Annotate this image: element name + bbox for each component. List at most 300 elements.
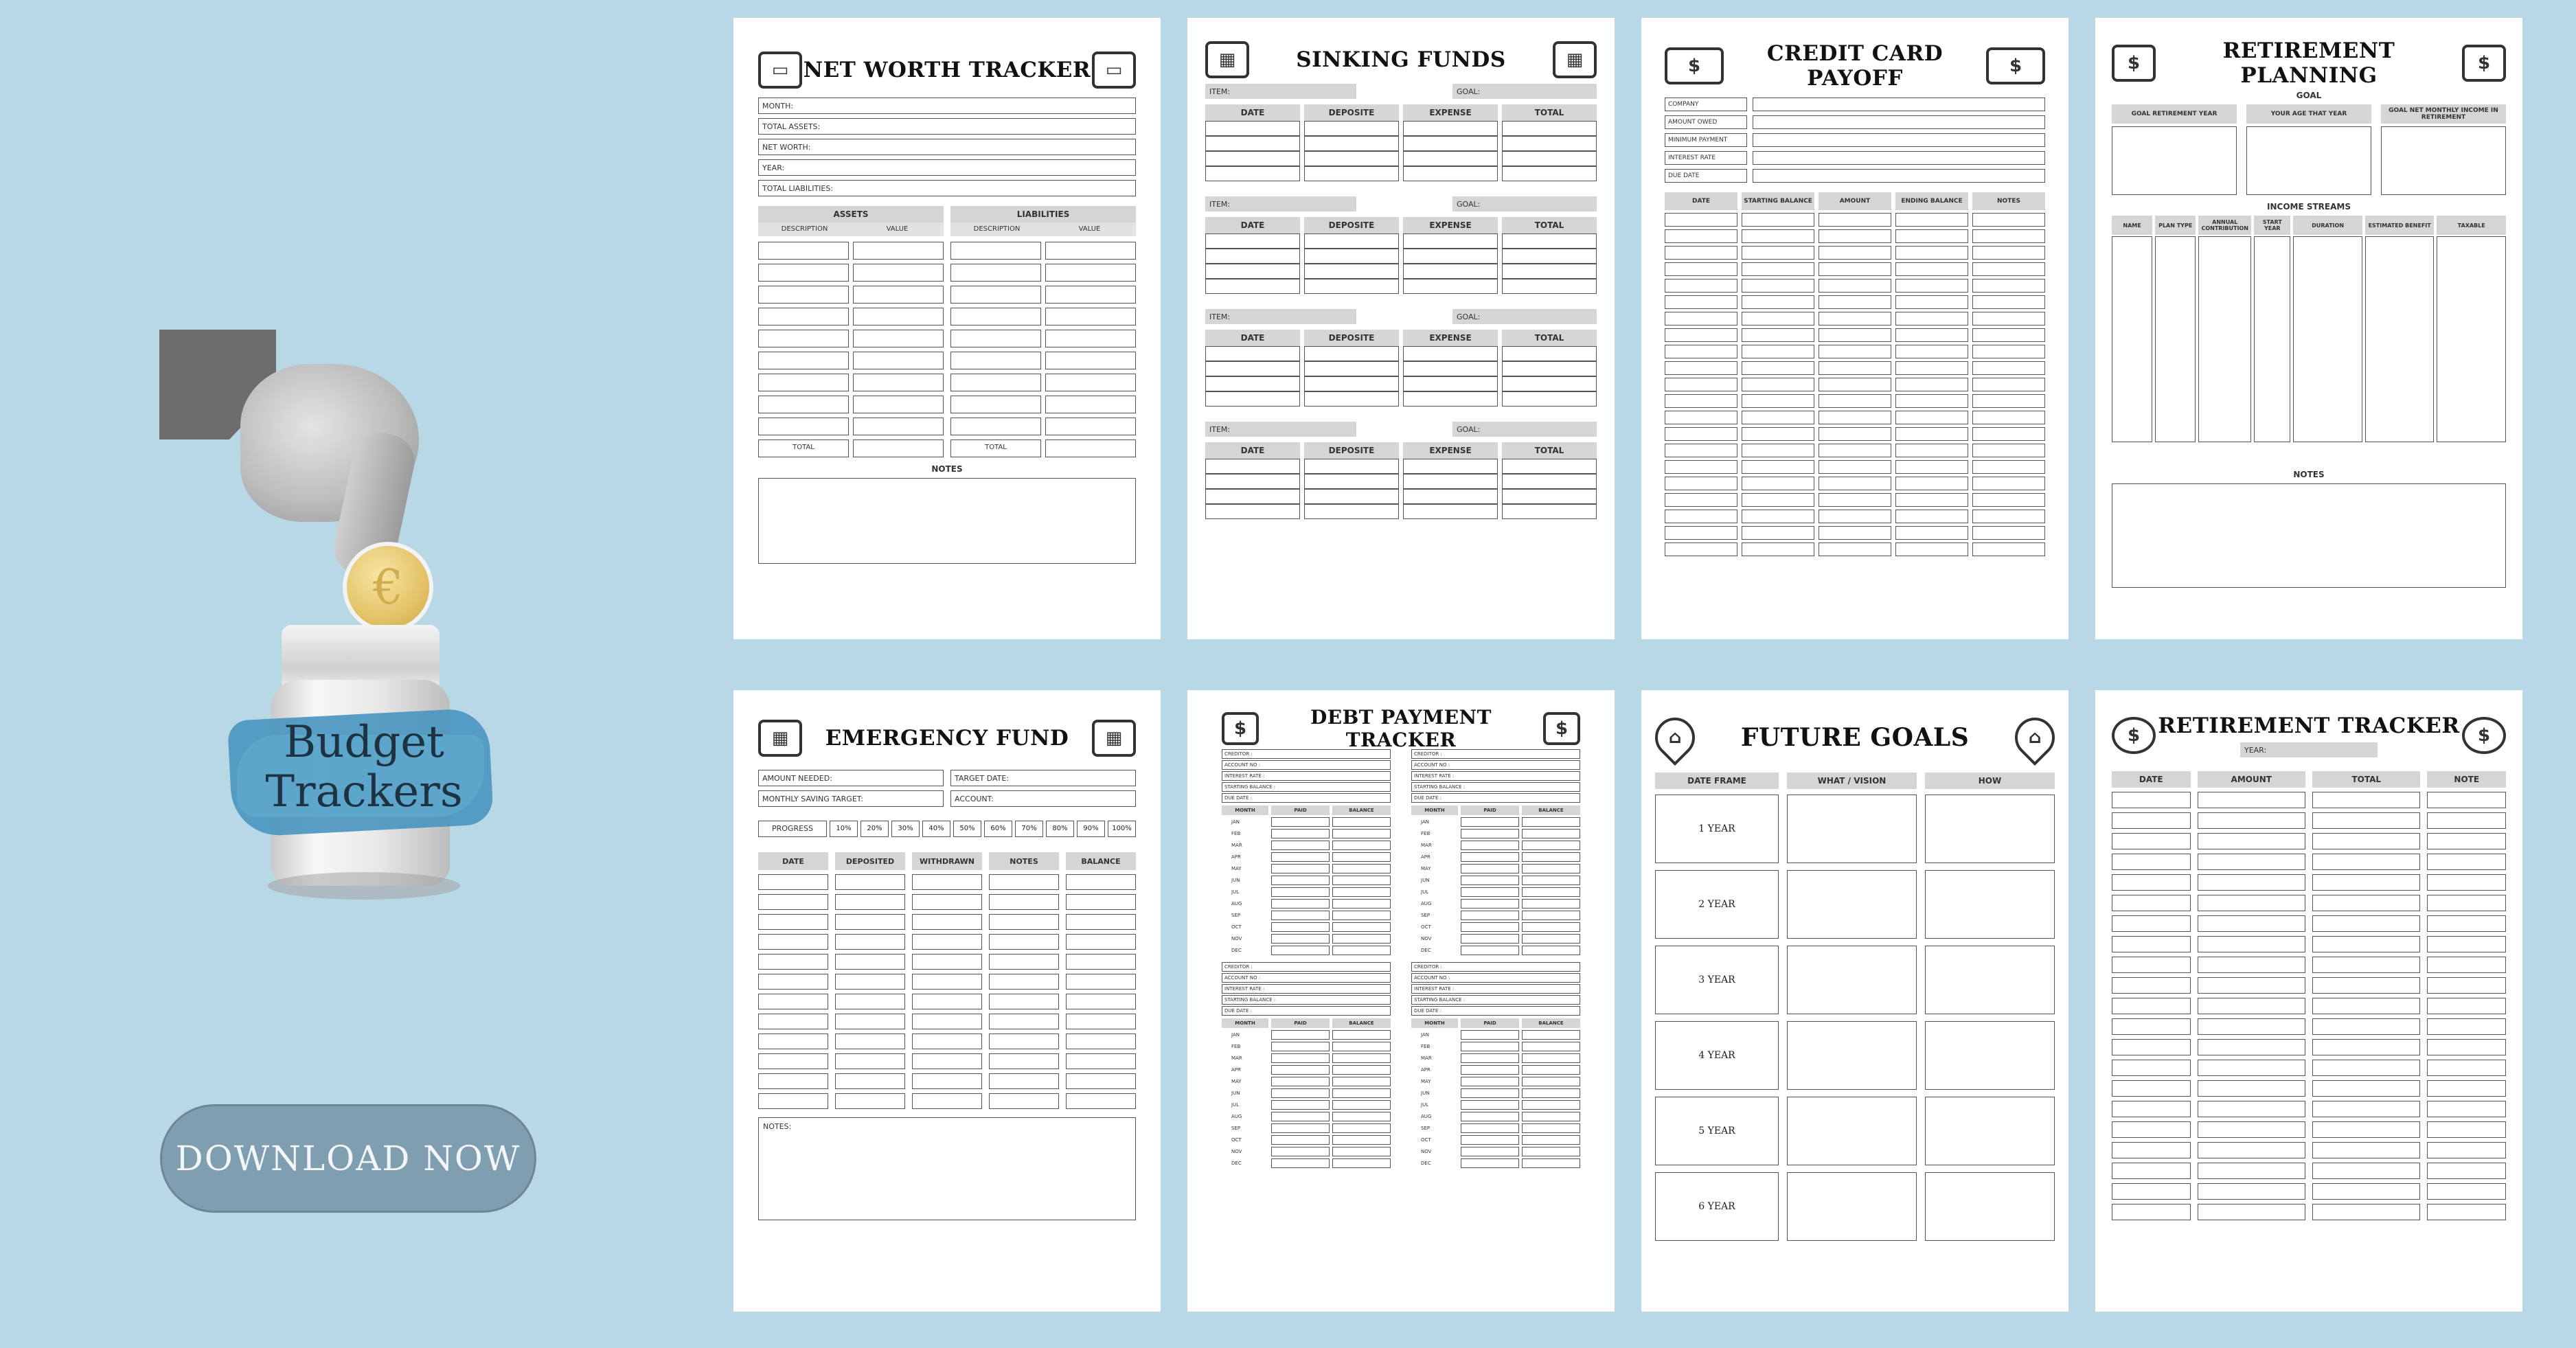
table-cell[interactable] [1742,460,1814,474]
table-cell[interactable] [2312,1163,2420,1179]
debt-cell[interactable] [1271,852,1330,862]
table-cell[interactable] [1819,229,1891,243]
table-cell[interactable] [2427,1183,2506,1200]
table-cell[interactable] [835,1093,905,1109]
table-cell[interactable] [2198,977,2305,994]
table-cell[interactable] [1819,246,1891,260]
table-cell[interactable] [2312,1060,2420,1076]
value-cell[interactable] [853,418,944,435]
value-cell[interactable] [1045,264,1136,282]
table-cell[interactable] [1819,213,1891,227]
debt-info-field[interactable]: STARTING BALANCE : [1222,995,1391,1005]
table-cell[interactable] [1304,151,1399,166]
table-cell[interactable] [989,1033,1059,1049]
table-cell[interactable] [1742,411,1814,424]
table-cell[interactable] [1502,346,1597,361]
debt-info-field[interactable]: INTEREST RATE : [1222,984,1391,994]
debt-cell[interactable] [1332,899,1391,909]
table-cell[interactable] [835,954,905,970]
table-cell[interactable] [1205,361,1300,376]
table-cell[interactable] [2198,812,2305,829]
table-cell[interactable] [1304,233,1399,249]
table-cell[interactable] [2112,812,2191,829]
debt-cell[interactable] [1271,887,1330,897]
table-cell[interactable] [1403,474,1498,489]
table-cell[interactable] [1742,378,1814,391]
table-cell[interactable] [1665,394,1737,408]
debt-cell[interactable] [1461,887,1519,897]
debt-cell[interactable] [1461,1123,1519,1133]
table-cell[interactable] [2112,1183,2191,1200]
table-cell[interactable] [2312,833,2420,849]
table-cell[interactable] [2427,895,2506,911]
debt-info-field[interactable]: CREDITOR : [1411,749,1580,759]
table-cell[interactable] [758,994,828,1009]
debt-cell[interactable] [1332,1053,1391,1063]
debt-cell[interactable] [1522,1123,1580,1133]
table-cell[interactable] [2427,957,2506,973]
table-cell[interactable] [1205,166,1300,181]
table-cell[interactable] [1205,279,1300,294]
table-cell[interactable] [1205,504,1300,519]
table-cell[interactable] [1502,376,1597,391]
table-cell[interactable] [912,974,982,990]
table-cell[interactable] [835,1073,905,1089]
table-cell[interactable] [912,874,982,890]
vision-box[interactable] [1787,1021,1917,1090]
table-cell[interactable] [2312,1039,2420,1055]
table-cell[interactable] [1742,229,1814,243]
debt-cell[interactable] [1461,1112,1519,1121]
table-cell[interactable] [2112,1101,2191,1117]
table-cell[interactable] [1665,328,1737,342]
description-cell[interactable] [758,308,849,325]
table-cell[interactable] [1665,477,1737,490]
table-cell[interactable] [835,1014,905,1029]
debt-cell[interactable] [1522,852,1580,862]
table-cell[interactable] [1502,504,1597,519]
description-cell[interactable] [950,352,1041,369]
table-cell[interactable] [2112,895,2191,911]
table-cell[interactable] [835,974,905,990]
table-cell[interactable] [1403,391,1498,407]
table-cell[interactable] [1972,510,2045,523]
table-cell[interactable] [1742,361,1814,375]
table-cell[interactable] [1066,994,1136,1009]
notes-box[interactable] [2112,483,2506,588]
vision-box[interactable] [1787,1097,1917,1165]
debt-cell[interactable] [1522,934,1580,944]
table-cell[interactable] [1665,542,1737,556]
table-cell[interactable] [1403,121,1498,136]
table-cell[interactable] [1819,444,1891,457]
table-cell[interactable] [1895,229,1968,243]
table-cell[interactable] [989,1053,1059,1069]
table-cell[interactable] [758,954,828,970]
table-cell[interactable] [1895,542,1968,556]
debt-cell[interactable] [1332,1147,1391,1156]
table-cell[interactable] [2312,854,2420,870]
table-cell[interactable] [758,914,828,930]
table-cell[interactable] [1665,444,1737,457]
debt-info-field[interactable]: CREDITOR : [1222,749,1391,759]
table-cell[interactable] [912,934,982,950]
credit-card-field-value[interactable] [1753,169,2045,183]
debt-cell[interactable] [1461,1065,1519,1075]
description-cell[interactable] [758,418,849,435]
table-cell[interactable] [1819,542,1891,556]
description-cell[interactable] [758,374,849,391]
progress-step[interactable]: 80% [1046,821,1074,837]
debt-cell[interactable] [1522,1135,1580,1145]
value-cell[interactable] [1045,286,1136,304]
table-cell[interactable] [1665,526,1737,540]
net-worth-field[interactable]: TOTAL ASSETS: [758,118,1136,135]
debt-cell[interactable] [1271,1088,1330,1098]
value-cell[interactable] [853,330,944,347]
table-cell[interactable] [1742,427,1814,441]
debt-info-field[interactable]: CREDITOR : [1222,962,1391,972]
table-cell[interactable] [1304,279,1399,294]
table-cell[interactable] [2427,1204,2506,1220]
table-cell[interactable] [1742,526,1814,540]
account-field[interactable]: ACCOUNT: [950,790,1136,807]
description-cell[interactable] [758,242,849,260]
value-cell[interactable] [1045,374,1136,391]
table-cell[interactable] [2427,1018,2506,1035]
table-cell[interactable] [912,1093,982,1109]
table-cell[interactable] [1972,427,2045,441]
table-cell[interactable] [2312,998,2420,1014]
table-cell[interactable] [1972,542,2045,556]
table-cell[interactable] [835,994,905,1009]
table-cell[interactable] [2112,1080,2191,1097]
goal-field[interactable]: GOAL: [1452,422,1597,437]
table-cell[interactable] [1304,121,1399,136]
table-cell[interactable] [2112,915,2191,932]
vision-box[interactable] [1787,1172,1917,1241]
table-cell[interactable] [2427,874,2506,891]
value-cell[interactable] [1045,330,1136,347]
table-cell[interactable] [1895,526,1968,540]
table-cell[interactable] [2112,1142,2191,1158]
how-box[interactable] [1925,1021,2055,1090]
table-cell[interactable] [2198,874,2305,891]
table-cell[interactable] [1819,411,1891,424]
goal-field[interactable]: GOAL: [1452,196,1597,212]
table-cell[interactable] [1895,477,1968,490]
table-cell[interactable] [1665,229,1737,243]
description-cell[interactable] [950,286,1041,304]
debt-info-field[interactable]: STARTING BALANCE : [1411,782,1580,792]
debt-cell[interactable] [1271,829,1330,838]
table-cell[interactable] [1403,151,1498,166]
table-cell[interactable] [2198,1060,2305,1076]
table-cell[interactable] [1304,361,1399,376]
debt-info-field[interactable]: STARTING BALANCE : [1411,995,1580,1005]
item-field[interactable]: ITEM: [1205,309,1356,324]
debt-info-field[interactable]: ACCOUNT NO : [1411,760,1580,770]
net-worth-field[interactable]: NET WORTH: [758,139,1136,155]
table-cell[interactable] [1972,411,2045,424]
table-cell[interactable] [1066,1014,1136,1029]
year-field[interactable]: YEAR: [2240,742,2378,757]
table-cell[interactable] [2312,1142,2420,1158]
table-cell[interactable] [1972,345,2045,358]
table-cell[interactable] [1972,526,2045,540]
debt-cell[interactable] [1332,1042,1391,1051]
table-cell[interactable] [1665,312,1737,325]
table-cell[interactable] [1742,345,1814,358]
debt-cell[interactable] [1461,934,1519,944]
vision-box[interactable] [1787,795,1917,863]
debt-cell[interactable] [1332,934,1391,944]
debt-cell[interactable] [1332,864,1391,873]
table-cell[interactable] [758,1053,828,1069]
how-box[interactable] [1925,795,2055,863]
table-cell[interactable] [1502,474,1597,489]
debt-cell[interactable] [1271,1135,1330,1145]
table-cell[interactable] [2198,1163,2305,1179]
progress-step[interactable]: 40% [922,821,950,837]
item-field[interactable]: ITEM: [1205,84,1356,99]
debt-cell[interactable] [1461,841,1519,850]
net-worth-field[interactable]: YEAR: [758,159,1136,176]
debt-cell[interactable] [1271,922,1330,932]
debt-info-field[interactable]: ACCOUNT NO : [1222,760,1391,770]
value-cell[interactable] [1045,352,1136,369]
table-cell[interactable] [2198,915,2305,932]
description-cell[interactable] [950,396,1041,413]
progress-step[interactable]: 100% [1108,821,1136,837]
debt-cell[interactable] [1461,1088,1519,1098]
table-cell[interactable] [1742,279,1814,293]
table-cell[interactable] [2112,936,2191,952]
debt-info-field[interactable]: DUE DATE : [1222,1006,1391,1016]
debt-cell[interactable] [1332,1112,1391,1121]
value-cell[interactable] [853,396,944,413]
table-cell[interactable] [2198,1121,2305,1138]
debt-cell[interactable] [1332,1135,1391,1145]
table-cell[interactable] [1403,233,1498,249]
table-cell[interactable] [2312,874,2420,891]
table-cell[interactable] [1895,361,1968,375]
income-column-box[interactable] [2437,236,2506,442]
table-cell[interactable] [1403,264,1498,279]
debt-cell[interactable] [1522,841,1580,850]
table-cell[interactable] [1502,136,1597,151]
debt-cell[interactable] [1271,841,1330,850]
debt-cell[interactable] [1522,1053,1580,1063]
description-cell[interactable] [950,242,1041,260]
income-column-box[interactable] [2155,236,2196,442]
table-cell[interactable] [1205,264,1300,279]
table-cell[interactable] [912,994,982,1009]
description-cell[interactable] [950,264,1041,282]
table-cell[interactable] [1403,376,1498,391]
table-cell[interactable] [1895,510,1968,523]
income-column-box[interactable] [2254,236,2290,442]
table-cell[interactable] [1304,136,1399,151]
goal-input-box[interactable] [2381,126,2506,195]
table-cell[interactable] [989,914,1059,930]
debt-cell[interactable] [1271,1123,1330,1133]
table-cell[interactable] [835,934,905,950]
table-cell[interactable] [1665,361,1737,375]
table-cell[interactable] [2198,1018,2305,1035]
debt-cell[interactable] [1522,1112,1580,1121]
table-cell[interactable] [2312,915,2420,932]
table-cell[interactable] [1895,312,1968,325]
table-cell[interactable] [1205,233,1300,249]
table-cell[interactable] [1742,213,1814,227]
table-cell[interactable] [1502,489,1597,504]
table-cell[interactable] [1665,411,1737,424]
debt-cell[interactable] [1271,817,1330,827]
debt-cell[interactable] [1522,876,1580,885]
table-cell[interactable] [912,954,982,970]
table-cell[interactable] [2198,1183,2305,1200]
table-cell[interactable] [1066,894,1136,910]
debt-info-field[interactable]: DUE DATE : [1411,1006,1580,1016]
debt-cell[interactable] [1522,1088,1580,1098]
value-cell[interactable] [853,308,944,325]
table-cell[interactable] [1819,477,1891,490]
description-cell[interactable] [758,286,849,304]
table-cell[interactable] [912,914,982,930]
table-cell[interactable] [2427,936,2506,952]
table-cell[interactable] [1895,246,1968,260]
debt-cell[interactable] [1522,922,1580,932]
debt-cell[interactable] [1271,1053,1330,1063]
table-cell[interactable] [1665,510,1737,523]
table-cell[interactable] [1972,361,2045,375]
debt-cell[interactable] [1271,1112,1330,1121]
debt-cell[interactable] [1522,817,1580,827]
table-cell[interactable] [1304,346,1399,361]
table-cell[interactable] [1819,427,1891,441]
table-cell[interactable] [1304,249,1399,264]
table-cell[interactable] [1403,361,1498,376]
table-cell[interactable] [1972,246,2045,260]
table-cell[interactable] [912,1053,982,1069]
debt-cell[interactable] [1461,852,1519,862]
table-cell[interactable] [2312,1080,2420,1097]
table-cell[interactable] [1205,121,1300,136]
table-cell[interactable] [2427,833,2506,849]
debt-cell[interactable] [1461,864,1519,873]
download-now-button[interactable]: DOWNLOAD NOW [160,1104,536,1213]
table-cell[interactable] [1066,1033,1136,1049]
table-cell[interactable] [1304,459,1399,474]
vision-box[interactable] [1787,946,1917,1014]
debt-cell[interactable] [1461,899,1519,909]
table-cell[interactable] [758,974,828,990]
debt-cell[interactable] [1332,1077,1391,1086]
table-cell[interactable] [1895,444,1968,457]
table-cell[interactable] [835,1053,905,1069]
table-cell[interactable] [1895,493,1968,507]
debt-cell[interactable] [1522,1147,1580,1156]
table-cell[interactable] [2198,936,2305,952]
table-cell[interactable] [2198,854,2305,870]
table-cell[interactable] [2312,1018,2420,1035]
debt-cell[interactable] [1522,899,1580,909]
table-cell[interactable] [1205,391,1300,407]
table-cell[interactable] [912,1033,982,1049]
debt-cell[interactable] [1461,1135,1519,1145]
debt-cell[interactable] [1271,934,1330,944]
table-cell[interactable] [1972,328,2045,342]
table-cell[interactable] [758,874,828,890]
credit-card-field-value[interactable] [1753,151,2045,165]
income-column-box[interactable] [2293,236,2362,442]
debt-cell[interactable] [1522,887,1580,897]
table-cell[interactable] [1895,394,1968,408]
credit-card-field-value[interactable] [1753,115,2045,129]
debt-cell[interactable] [1522,1077,1580,1086]
target-date-field[interactable]: TARGET DATE: [950,770,1136,786]
debt-cell[interactable] [1332,817,1391,827]
table-cell[interactable] [989,1073,1059,1089]
table-cell[interactable] [1502,264,1597,279]
table-cell[interactable] [1819,361,1891,375]
table-cell[interactable] [758,1033,828,1049]
debt-cell[interactable] [1461,876,1519,885]
table-cell[interactable] [2312,1121,2420,1138]
table-cell[interactable] [835,1033,905,1049]
value-cell[interactable] [853,264,944,282]
progress-step[interactable]: 60% [984,821,1012,837]
credit-card-field-value[interactable] [1753,98,2045,111]
how-box[interactable] [1925,870,2055,939]
table-cell[interactable] [1742,493,1814,507]
debt-info-field[interactable]: STARTING BALANCE : [1222,782,1391,792]
table-cell[interactable] [2112,874,2191,891]
value-cell[interactable] [1045,396,1136,413]
table-cell[interactable] [2312,936,2420,952]
table-cell[interactable] [1665,460,1737,474]
table-cell[interactable] [1205,459,1300,474]
debt-cell[interactable] [1461,1077,1519,1086]
table-cell[interactable] [2198,1142,2305,1158]
progress-step[interactable]: 70% [1015,821,1043,837]
table-cell[interactable] [1972,477,2045,490]
table-cell[interactable] [1304,166,1399,181]
table-cell[interactable] [1895,460,1968,474]
notes-box[interactable] [758,1117,1136,1220]
table-cell[interactable] [1972,394,2045,408]
debt-cell[interactable] [1332,1158,1391,1168]
progress-step[interactable]: 90% [1077,821,1105,837]
net-worth-field[interactable]: TOTAL LIABILITIES: [758,180,1136,196]
debt-cell[interactable] [1271,1030,1330,1040]
debt-info-field[interactable]: INTEREST RATE : [1411,984,1580,994]
debt-cell[interactable] [1332,1123,1391,1133]
table-cell[interactable] [2427,1163,2506,1179]
progress-step[interactable]: 20% [860,821,889,837]
debt-cell[interactable] [1271,1100,1330,1110]
debt-info-field[interactable]: ACCOUNT NO : [1222,973,1391,983]
table-cell[interactable] [1742,328,1814,342]
debt-cell[interactable] [1461,829,1519,838]
debt-cell[interactable] [1461,911,1519,920]
table-cell[interactable] [2312,812,2420,829]
table-cell[interactable] [835,894,905,910]
debt-cell[interactable] [1271,1147,1330,1156]
table-cell[interactable] [1304,504,1399,519]
table-cell[interactable] [2427,854,2506,870]
